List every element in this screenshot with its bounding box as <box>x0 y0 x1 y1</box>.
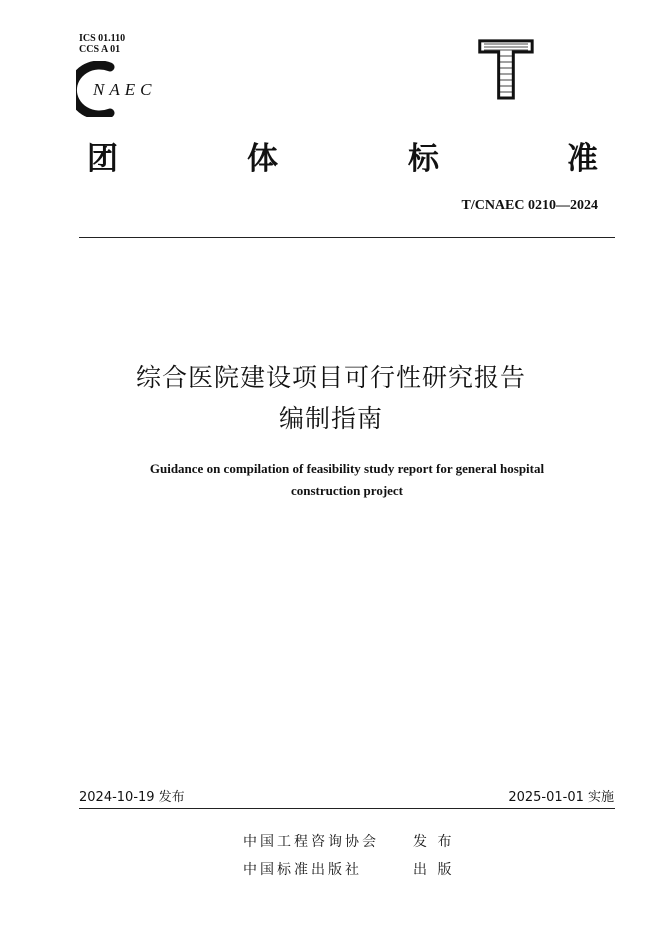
implementation-date: 2025-01-01 实施 <box>508 790 614 805</box>
logo-text: NAEC <box>93 80 157 99</box>
publisher-role: 发 布 <box>413 834 455 850</box>
title-en-line2: construction project <box>290 483 404 498</box>
ccs-code: CCS A 01 <box>79 44 121 55</box>
standard-type-heading <box>87 133 607 177</box>
publisher-role: 出 版 <box>413 862 455 878</box>
standard-type-char: 标 <box>408 141 439 177</box>
ics-code: ICS 01.110 <box>79 33 126 44</box>
title-cn-line1: 综合医院建设项目可行性研究报告 <box>135 363 526 392</box>
category-t-mark <box>476 36 536 102</box>
category-letter: T <box>479 36 533 102</box>
publisher-name: 中国工程咨询协会 <box>243 834 379 850</box>
standard-type-char: 体 <box>247 141 278 177</box>
title-cn-line2: 编制指南 <box>278 404 383 433</box>
classification-codes <box>79 33 125 55</box>
standard-type-char: 团 <box>87 141 118 177</box>
title-en-line1: Guidance on compilation of feasibility study report for general hospital <box>149 461 545 476</box>
issue-date: 2024-10-19 发布 <box>79 790 185 805</box>
footer-divider <box>79 808 615 809</box>
header-divider <box>79 237 615 238</box>
publisher-name: 中国标准出版社 <box>243 862 362 878</box>
standard-type-char: 准 <box>567 141 598 177</box>
publisher-names <box>243 828 379 884</box>
publisher-roles <box>413 828 454 884</box>
cnaec-logo <box>76 61 176 117</box>
standard-number: T/CNAEC 0210—2024 <box>461 198 598 213</box>
